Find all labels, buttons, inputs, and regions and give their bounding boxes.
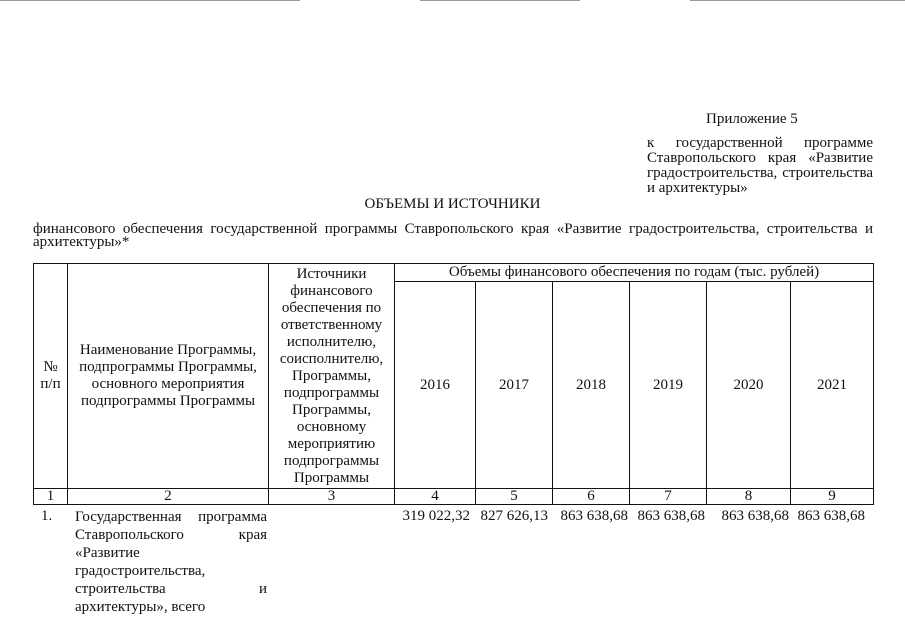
row-value-2018: 863 638,68 bbox=[560, 508, 628, 524]
header-year: 2018 bbox=[553, 282, 630, 489]
top-edge-line bbox=[0, 0, 300, 1]
header-name: Наименование Программы, подпрограммы Программы, основного мероприятия подпрограммы Программы bbox=[68, 264, 269, 489]
column-index: 2 bbox=[68, 489, 269, 505]
column-index: 4 bbox=[395, 489, 476, 505]
document-title: ОБЪЕМЫ И ИСТОЧНИКИ bbox=[364, 196, 541, 212]
funding-table bbox=[33, 263, 874, 505]
header-year: 2019 bbox=[630, 282, 707, 489]
column-index: 6 bbox=[553, 489, 630, 505]
header-year: 2016 bbox=[395, 282, 476, 489]
header-year: 2021 bbox=[791, 282, 874, 489]
header-year: 2017 bbox=[476, 282, 553, 489]
column-index: 7 bbox=[630, 489, 707, 505]
row-name: Государственная программа Ставропольского края «Развитие градостроительства, строительства и архитектуры», всего bbox=[75, 509, 267, 615]
top-edge-line bbox=[420, 0, 580, 1]
row-value-2016: 319 022,32 bbox=[402, 508, 470, 524]
row-value-2017: 827 626,13 bbox=[480, 508, 548, 524]
header-volumes: Объемы финансового обеспечения по годам (тыс. рублей) bbox=[395, 264, 874, 282]
column-index: 5 bbox=[476, 489, 553, 505]
column-index: 1 bbox=[34, 489, 68, 505]
row-number: 1. bbox=[41, 508, 53, 524]
row-value-2020: 863 638,68 bbox=[721, 508, 789, 524]
program-reference: к государственной программе Ставропольского края «Развитие градостроительства, строительства и архитектуры» bbox=[647, 135, 873, 196]
header-year: 2020 bbox=[707, 282, 791, 489]
column-index: 9 bbox=[791, 489, 874, 505]
row-value-2021: 863 638,68 bbox=[797, 508, 865, 524]
column-index-row bbox=[34, 489, 874, 505]
header-number: № п/п bbox=[34, 264, 68, 489]
document-subtitle: финансового обеспечения государственной программы Ставропольского края «Развитие градостроительства, строительства и архитектуры»* bbox=[33, 221, 873, 250]
column-index: 8 bbox=[707, 489, 791, 505]
appendix-label: Приложение 5 bbox=[706, 111, 798, 127]
row-value-2019: 863 638,68 bbox=[637, 508, 705, 524]
column-index: 3 bbox=[269, 489, 395, 505]
header-sources: Источники финансового обеспечения по ответственному исполнителю, соисполнителю, Программы, подпрограммы Программы, основному мероприятию подпрограммы Программы bbox=[269, 264, 395, 489]
top-edge-line bbox=[690, 0, 905, 1]
